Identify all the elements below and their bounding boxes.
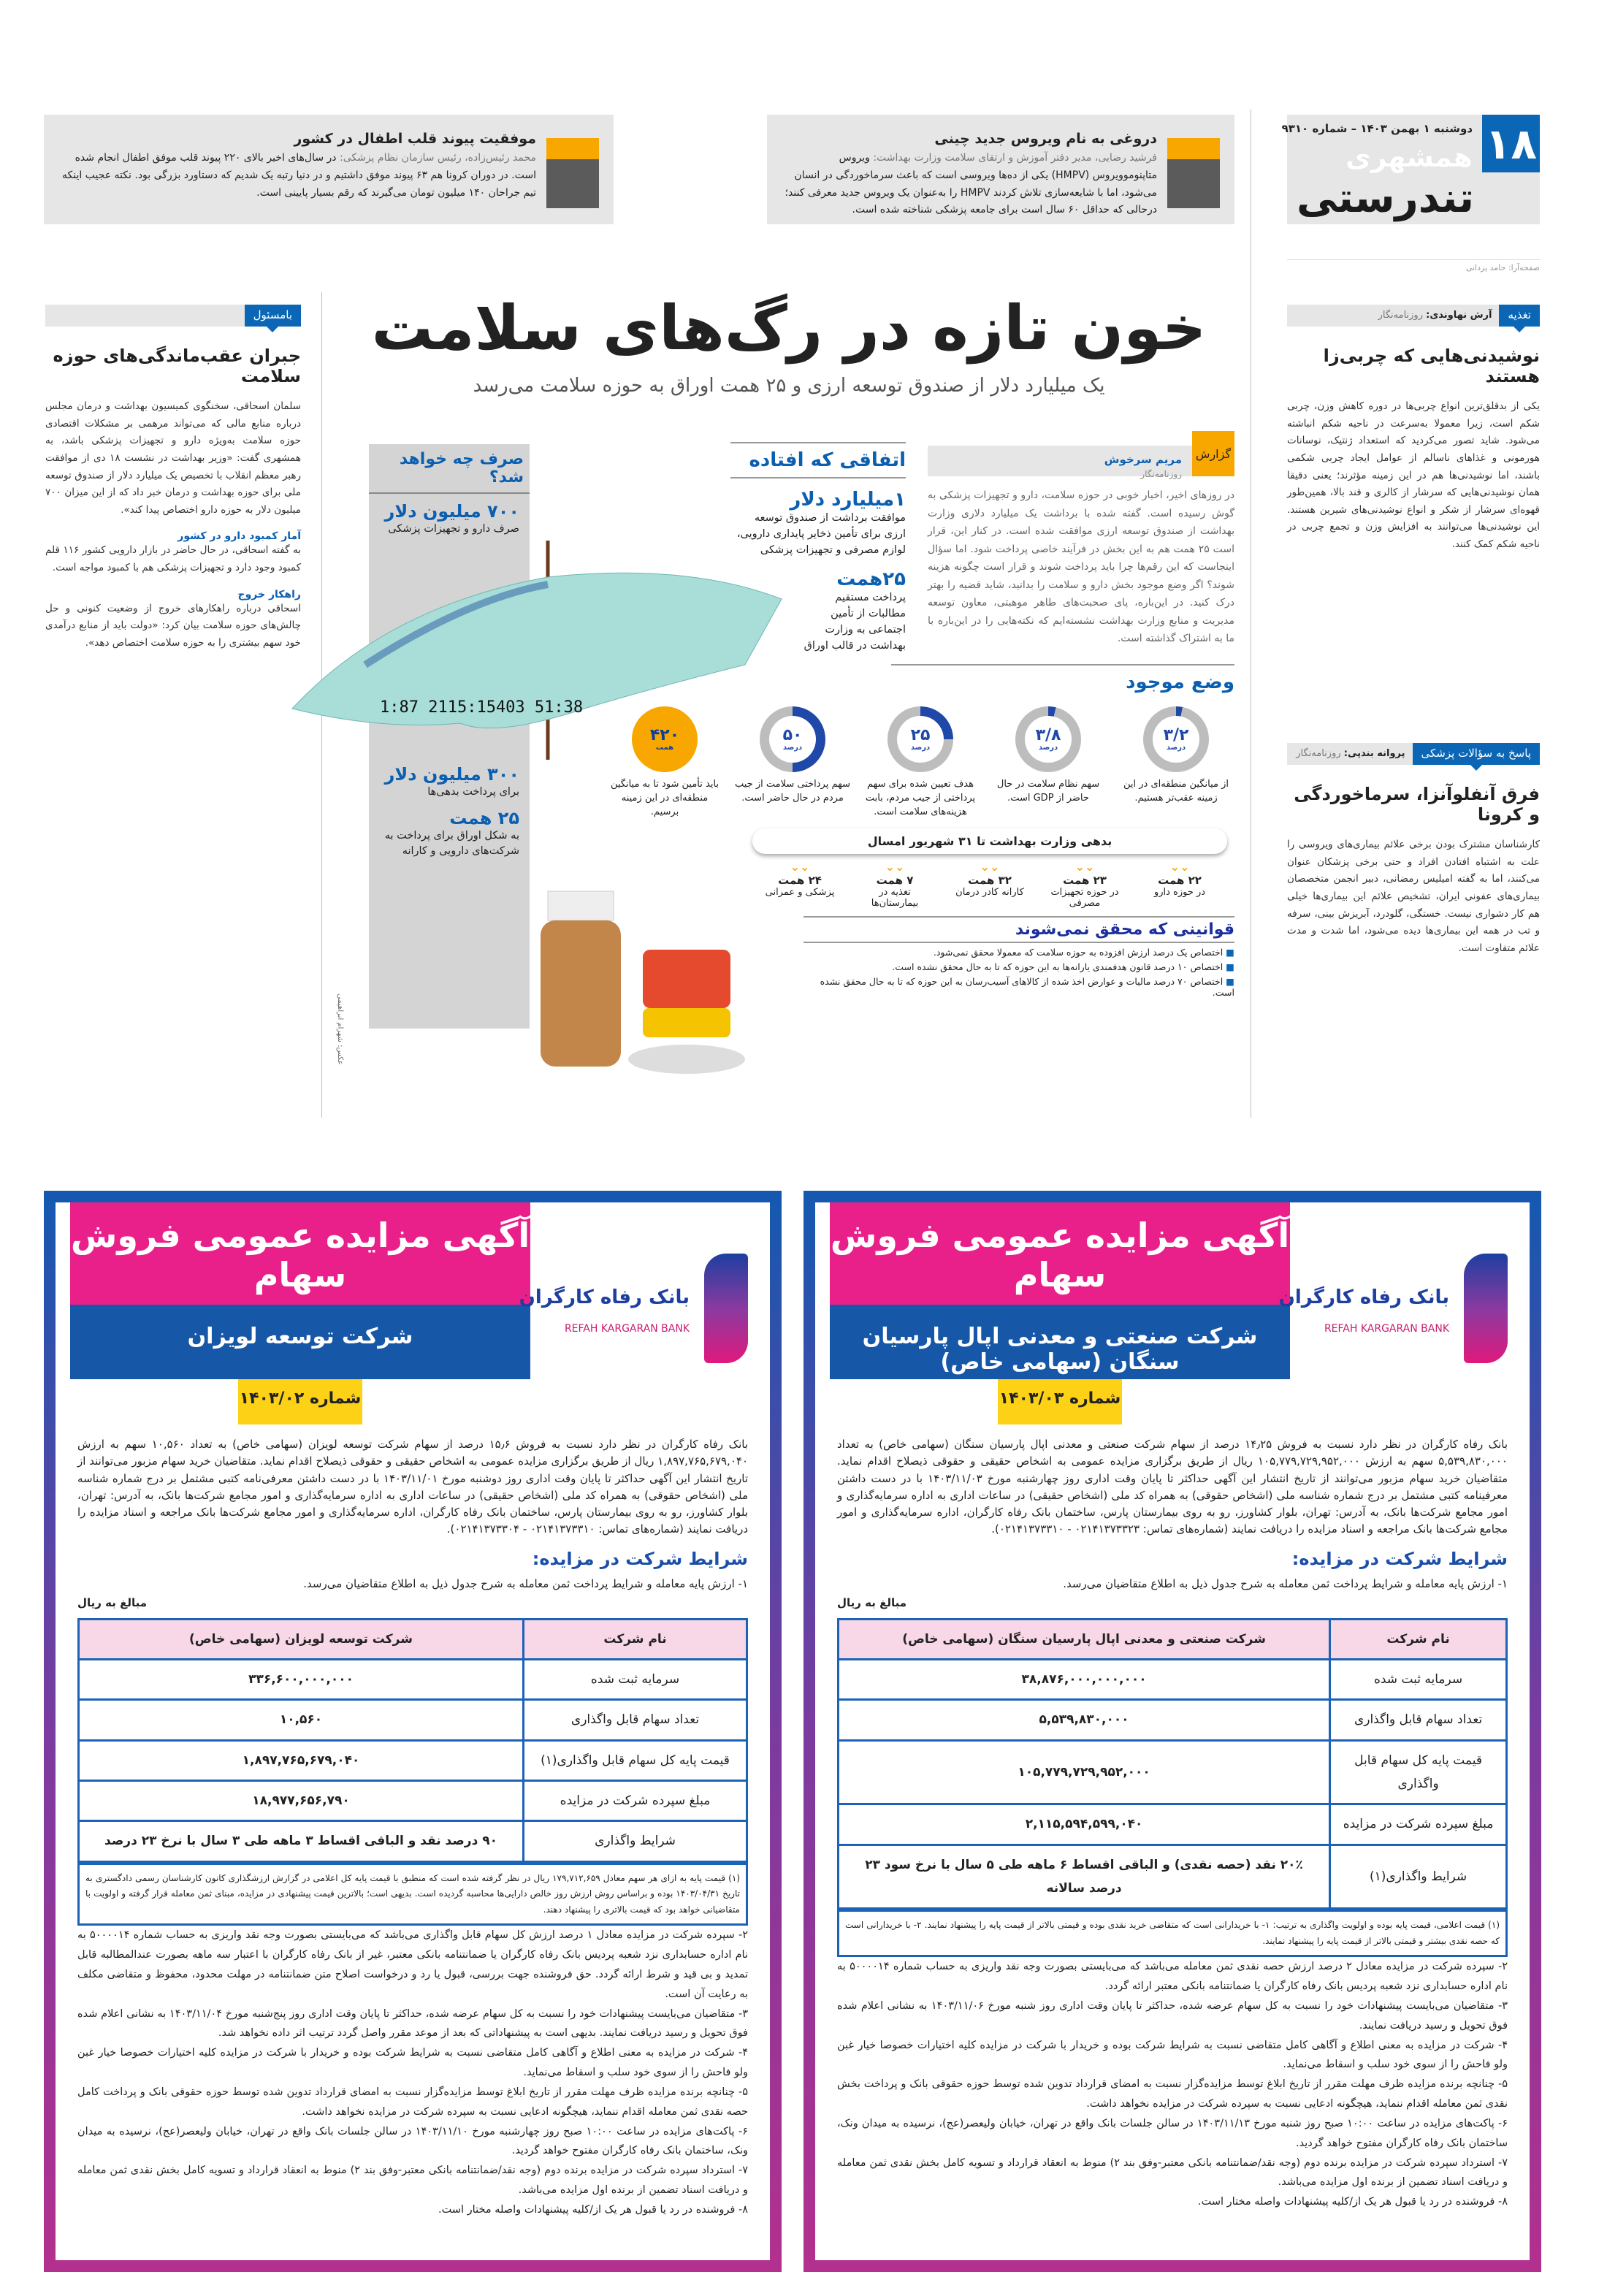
bank-logo (519, 1246, 748, 1370)
quote-text: در سال‌های اخیر بالای ۲۲۰ پیوند قلب موفق اطفال انجام شده است. در دوران کرونا هم ۶۳ پیوند موفق داشتیم و در دنیا رتبه یک شدیم که دستاورد بزرگی بود. نکته عجیب اینکه تیم جراحان ۱۴۰ میلیون تومان می‌گیرند که رقم بسیار پایینی است. (62, 152, 536, 199)
row-label: مبلغ سپرده شرکت در مزایده (1330, 1804, 1507, 1845)
article-body: اسحاقی درباره راهکارهای خروج از وضعیت کنونی و حل چالش‌های حوزه سلامت بیان کرد: «دولت باید از منابع درآمدی خود سهم بیشتری را به حوزه سلامت اختصاص دهد». (45, 602, 301, 649)
debt-label: کارانه کادر درمان (955, 886, 1024, 898)
auction-ad-lavizan (44, 1191, 782, 2272)
law-item: ■ اختصاص ۷۰ درصد مالیات و عوارض اخذ شده از کالاهای آسیب‌رسان به این حوزه که تا به حال محقق نشده است. (804, 976, 1234, 998)
table-header: نام شرکت (1330, 1619, 1507, 1659)
article-body: کارشناسان مشترک بودن برخی علائم بیماری‌های ویروسی را علت به اشتباه افتادن افراد و حتی برخی پزشکان عنوان می‌کنند، اما به گفته امیلیس رمضانی، دبیر انجمن متخصصان بیماری‌های عفونی ایران، تشخیص علائم این بیماری‌ها خیلی هم کار دشواری نیست. خستگی، گلودرد، آبریزش بینی، سرفه و تب در همه این بیماری‌ها دیده می‌شود، اما شدت و مدت علائم متفاوت است. (1287, 839, 1540, 954)
indicator-value: ۳/۲ (1163, 725, 1189, 744)
condition-item: ۲- سپرده شرکت در مزایده معادل ۱ درصد ارزش کل سهام قابل واگذاری می‌باشد که می‌بایستی بصورت وجه نقد واریزی به حساب شماره ۵۰۰۰۰۱۴ به نام اداره حسابداری نزد شعبه پردیس بانک رفاه کارگران یا ضمانتنامه بانکی معتبر، غیر از بانک رفاه کارگران با اعتبار سه ماهه بصورت عندالمطالبه قابل تمدید و بی قید و شرط ارائه گردد. حق فروشنده جهت بررسی، قبول یا رد و درخواست اصلاح متن ضمانتنامه در مهلت محدود، محفوظ و متقاضی مکلف به رعایت آن است. (77, 1929, 749, 2000)
condition-item: ۱- ارزش پایه معامله و شرایط پرداخت ثمن معامله به شرح جدول ذیل به اطلاع متقاضیان می‌رسد. (303, 1577, 748, 1591)
spend-text: به شکل اوراق برای پرداخت به شرکت‌های دارویی و کارانه (384, 829, 519, 858)
issue-date: دوشنبه ۱ بهمن ۱۴۰۳ – شماره ۹۳۱۰ (1281, 122, 1473, 135)
law-item: ■ اختصاص ۱۰ درصد قانون هدفمندی یارانه‌ها به این حوزه که تا به حال محقق نشده است. (804, 961, 1234, 972)
bank-logo-icon (704, 1254, 748, 1363)
banknote-serial: 1:87 2115:15403 51:38 (380, 698, 584, 717)
section-heading: قوانینی که محقق نمی‌شوند (804, 916, 1234, 943)
author-role: روزنامه‌نگار (1296, 748, 1341, 759)
spend-text: برای پرداخت بدهی‌ها (427, 785, 519, 798)
nutrition-article (1287, 305, 1540, 554)
indicator-unit: همت (655, 743, 674, 752)
author: پروانه بندپی: (1343, 748, 1405, 759)
indicator-value: ۵۰ (782, 725, 803, 744)
headline-block (336, 289, 1242, 398)
ministry-debt (752, 828, 1227, 909)
row-label: شرایط واگذاری(۱) (1330, 1845, 1507, 1909)
what-happened-box (730, 442, 906, 654)
table-header: شرکت صنعتی و معدنی اپال پارسیان سنگان (سهامی خاص) (839, 1619, 1330, 1659)
ad-intro: بانک رفاه کارگران در نظر دارد نسبت به فروش ۱۴٫۲۵ درصد از سهام شرکت صنعتی و معدنی اپال پارسیان سنگان (سهامی خاص) به تعداد ۵,۵۳۹,۸۳۰,۰۰۰ سهم به ارزش ۱۰۵,۷۷۹,۷۲۹,۹۵۲,۰۰۰ ریال از طریق برگزاری مزایده عمومی به اشخاص حقیقی و حقوقی ذیصلاح اقدام نماید. متقاضیان خرید سهام مزبور می‌توانند از تاریخ انتشار این آگهی حداکثر تا پایان وقت اداری روز چهارشنبه مورخ ۱۴۰۳/۱۱/۰۳ با در دست داشتن معرفینامه کتبی مشتمل بر درج شماره شناسه ملی (اشخاص حقوقی) به همراه کد ملی (اشخاص حقیقی) در ساعات اداری به اداره سرمایه‌گذاری و امور مجامع شرکت‌ها بانک، به آدرس: تهران، بلوار کشاورز، رو به روی بیمارستان پارس، ساختمان بانک رفاه کارگران، اداره سرمایه‌گذاری و امور مجامع شرکت‌ها بانک مراجعه و اسناد مزایده را دریافت نمایند (شماره‌های تماس: ۰۲۱۴۱۳۷۳۳۲۳ - ۰۲۱۴۱۳۷۳۳۱۰). (837, 1438, 1508, 1536)
debt-item (1140, 860, 1220, 909)
row-value: ۵,۵۳۹,۸۳۰,۰۰۰ (839, 1700, 1330, 1740)
report-body: در روزهای اخیر، اخبار خوبی در حوزه سلامت، دارو و تجهیزات پزشکی به گوش رسیده است. گفته شده با برداشت یک میلیارد دلاری وزارت بهداشت از صندوق توسعه ارزی موافقت شده است. در کنار این، قرار است ۲۵ همت هم به این بخش در فرآیند خاصی پرداخت شود. اما سؤال اینجاست که این رقم‌ها چرا باید پرداخت شوند و قرار است چگونه هزینه شوند؟ اگر وضع موجود بخش دارو و سلامت را بدانید، شاید قضیه را بهتر درک کنید. در این‌باره، پای صحبت‌های طاهر موهبتی، معاون توسعه مدیریت و منابع وزارت بهداشت نشسته‌ایم که نکته‌هایی را در این‌باره با ما به اشتراک گذاشته است. (928, 489, 1234, 644)
section-heading: صرف چه خواهد شد؟ (369, 444, 530, 494)
debt-title: بدهی وزارت بهداشت تا ۳۱ شهریور امسال (752, 828, 1227, 854)
table-row (79, 1821, 747, 1861)
condition-item: ۳- متقاضیان می‌بایست پیشنهادات خود را نسبت به کل سهام عرضه شده، حداکثر تا پایان وقت اداری روز شنبه مورخ ۱۴۰۳/۱۱/۰۶ به نشانی اعلام شده فوق تحویل و رسید دریافت نمایند. (837, 2000, 1508, 2032)
indicator-unit: درصد (1166, 743, 1186, 752)
table-row (839, 1845, 1507, 1909)
progress-ring (760, 706, 825, 772)
article-body: یکی از بدقلق‌ترین انواع چربی‌ها در دوره کاهش وزن، چربی شکم است، زیرا معمولا به‌سرعت در ناحیه شکم انباشته می‌شود. شاید تصور می‌کردید که استعداد ژنتیک، نوسانات هورمونی و غذاهای ناسالم از عوامل ایجاد چربی شکمی باشند، اما نوشیدنی‌ها هم در این زمینه مؤثرند؛ یعنی دقیقا همان نوشیدنی‌هایی که سرشار از کالری و قند بالا، همین‌طور قهوه‌ای سرشار از شکر و انواع نوشیدنی‌های شیرین هستند. این نوشیدنی‌ها می‌توانند به افزایش وزن و تجمع چربی در ناحیه شکم کمک کنند. (1287, 400, 1540, 550)
bank-name-fa: بانک رفاه کارگران (1278, 1286, 1449, 1308)
section-heading: وضع موجود (891, 664, 1234, 699)
bank-name-en: REFAH KARGARAN BANK (1324, 1323, 1449, 1335)
debt-item (855, 860, 935, 909)
fact-text: موافقت برداشت از صندوق توسعه ارزی برای تأمین ذخایر پایداری دارویی، لوازم مصرفی و تجهیزات پزشکی (736, 512, 906, 556)
spend-value: ۷۰۰ میلیون دلار (384, 501, 519, 522)
condition-item: ۸- فروشنده در رد یا قبول هر یک از/کلیه پیشنهادات واصله مختار است. (438, 2203, 748, 2216)
quote-title: دروغی به نام ویروس جدید چینی (934, 131, 1157, 147)
row-value: ۳۳۶,۶۰۰,۰۰۰,۰۰۰ (79, 1660, 524, 1700)
currency-unit: مبالغ به ریال (77, 1596, 148, 1610)
masthead (1281, 115, 1540, 224)
debt-value: ۷ همت (876, 873, 914, 887)
page-number: ۱۸ (1482, 115, 1540, 172)
bank-logo-icon (1464, 1254, 1508, 1363)
section-title: تندرستی (1296, 175, 1474, 222)
chevron-down-icon: ⌄⌄ (980, 859, 1000, 874)
table-row (79, 1740, 747, 1780)
author-role: روزنامه‌نگار (1140, 469, 1182, 479)
table-header: شرکت توسعه لویزان (سهامی خاص) (79, 1619, 524, 1659)
table-header: نام شرکت (524, 1619, 747, 1659)
condition-item: ۷- استرداد سپرده شرکت در مزایده برنده دوم (وجه نقد/ضمانتنامه بانکی معتبر-وفق بند ۲) منوط به انعقاد قرارداد و تسویه کامل بخش نقدی ثمن معامله و دریافت اسناد تضمین از برنده اول مزایده می‌باشد. (837, 2156, 1508, 2189)
report-intro (928, 431, 1234, 648)
condition-item: ۷- استرداد سپرده شرکت در مزایده برنده دوم (وجه نقد/ضمانتنامه بانکی معتبر-وفق بند ۲) منوط به انعقاد قرارداد و تسویه کامل بخش نقدی ثمن معامله و دریافت اسناد تضمین از برنده اول مزایده می‌باشد. (77, 2165, 749, 2196)
debt-item (950, 860, 1030, 909)
row-value: ۲,۱۱۵,۵۹۴,۵۹۹,۰۴۰ (839, 1804, 1330, 1845)
author-role: روزنامه‌نگار (1378, 310, 1423, 321)
status-indicator (990, 706, 1107, 820)
avatar (1167, 138, 1220, 208)
article-tag: پاسخ به سؤالات پزشکی (1413, 743, 1540, 765)
progress-ring (632, 706, 698, 772)
condition-item: ۵- چنانچه برنده مزایده ظرف مهلت مقرر از تاریخ ابلاغ توسط مزایده‌گزار نسبت به امضای قرارداد تدوین شده توسط حوزه حقوقی بانک و پرداخت بخش نقدی ثمن معامله اقدام ننماید، هیچگونه ادعایی نسبت به سپرده شرکت در مزایده نخواهد داشت. (837, 2078, 1508, 2110)
article-title: جبران عقب‌ماندگی‌های حوزه سلامت (53, 346, 301, 386)
conditions-title: شرایط شرکت در مزایده: (532, 1548, 748, 1569)
article-body: به گفته اسحاقی، در حال حاضر در بازار دارویی کشور ۱۱۶ قلم کمبود وجود دارد و تجهیزات پزشکی هم با کمبود مواجه است. (45, 544, 302, 573)
quote-box (44, 115, 614, 224)
condition-item: ۱- ارزش پایه معامله و شرایط پرداخت ثمن معامله به شرح جدول ذیل به اطلاع متقاضیان می‌رسد. (1063, 1577, 1508, 1591)
section-heading: اتفاقی که افتاده (730, 442, 906, 478)
indicator-unit: درصد (1038, 743, 1058, 752)
condition-item: ۲- سپرده شرکت در مزایده معادل ۲ درصد ارزش حصه نقدی ثمن معامله می‌باشد که می‌بایستی بصورت وجه نقد واریزی به حساب شماره ۵۰۰۰۰۱۴ به نام اداره حسابداری نزد شعبه پردیس بانک رفاه کارگران یا ضمانتنامه بانکی معتبر ارائه گردد. (837, 1961, 1508, 1993)
spend-text: صرف دارو و تجهیزات پزشکی (388, 523, 519, 535)
chevron-down-icon: ⌄⌄ (1074, 859, 1095, 874)
row-value: ۱۰,۵۶۰ (79, 1700, 524, 1740)
row-label: سرمایه ثبت شده (524, 1660, 747, 1700)
author: مریم سرخوش (1104, 453, 1182, 466)
main-headline: خون تازه در رگ‌های سلامت (371, 292, 1207, 364)
row-label: تعداد سهام قابل واگذاری (1330, 1700, 1507, 1740)
indicator-caption: از میانگین منطقه‌ای در این زمینه عقب‌تر هستیم. (1123, 779, 1229, 804)
debt-item (1045, 860, 1125, 909)
avatar (546, 138, 599, 208)
debt-value: ۲۳ همت (1063, 873, 1107, 887)
bank-name-fa: بانک رفاه کارگران (519, 1286, 690, 1308)
ad-company: شرکت صنعتی و معدنی اپال پارسیان سنگان (سهامی خاص) (830, 1305, 1290, 1379)
status-section (891, 664, 1234, 699)
ad-company: شرکت توسعه لویزان (70, 1305, 530, 1379)
row-label: مبلغ سپرده شرکت در مزایده (524, 1781, 747, 1821)
condition-item: ۸- فروشنده در رد یا قبول هر یک از/کلیه پیشنهادات واصله مختار است. (1198, 2196, 1508, 2208)
row-label: سرمایه ثبت شده (1330, 1660, 1507, 1700)
row-value: ۱۸,۹۷۷,۶۵۶,۷۹۰ (79, 1781, 524, 1821)
ad-number: شماره ۱۴۰۳/۰۲ (238, 1379, 362, 1424)
auction-table (837, 1618, 1508, 1910)
ad-title: آگهی مزایده عمومی فروش سهام (70, 1202, 530, 1305)
bank-logo (1278, 1246, 1508, 1370)
condition-item: ۵- چنانچه برنده مزایده ظرف مهلت مقرر از تاریخ ابلاغ توسط مزایده‌گزار نسبت به امضای قرارداد تدوین شده توسط حوزه حقوقی بانک و پرداخت کامل حصه نقدی ثمن معامله اقدام ننماید، هیچگونه ادعایی نسبت به سپرده شرکت در مزایده نخواهد داشت. (77, 2086, 748, 2118)
debt-label: تغذیه در بیمارستان‌ها (871, 886, 919, 909)
debt-item (760, 860, 840, 909)
article-tag: بامسئول (245, 305, 301, 327)
debt-value: ۳۲ همت (968, 873, 1012, 887)
conditions-title: شرایط شرکت در مزایده: (1291, 1548, 1508, 1569)
table-row (839, 1700, 1507, 1740)
article-title: نوشیدنی‌هایی که چربی‌زا هستند (1323, 346, 1540, 386)
sub-headline: یک میلیارد دلار از صندوق توسعه ارزی و ۲۵ همت اوراق به حوزه سلامت می‌رسد (473, 375, 1105, 397)
status-indicator (734, 706, 851, 820)
medical-qa-article (1287, 743, 1540, 957)
status-indicator (1118, 706, 1234, 820)
row-value: ۱۰۵,۷۷۹,۷۲۹,۹۵۲,۰۰۰ (839, 1740, 1330, 1804)
status-indicators (606, 706, 1234, 820)
responsible-article (45, 305, 301, 652)
debt-label: در حوزه دارو (1153, 886, 1206, 898)
unfulfilled-laws (804, 916, 1234, 998)
debt-value: ۲۴ همت (778, 873, 822, 887)
debt-label: در حوزه تجهیزات مصرفی (1050, 886, 1119, 909)
bank-name-en: REFAH KARGARAN BANK (564, 1323, 690, 1335)
row-label: تعداد سهام قابل واگذاری (524, 1700, 747, 1740)
quote-title: موفقیت پیوند قلب اطفال در کشور (294, 131, 536, 147)
indicator-value: ۴۲۰ (649, 725, 680, 744)
condition-item: ۶- پاکت‌های مزایده در ساعت ۱۰:۰۰ صبح روز شنبه مورخ ۱۴۰۳/۱۱/۱۳ در سالن جلسات بانک واقع در تهران، خیابان ولیعصر(عج)، نرسیده به میدان ونک، ساختمان بانک رفاه کارگران مفتوح خواهد گردید. (837, 2117, 1508, 2149)
quote-text: ویروس متاپنوموویروس (HMPV) یکی از ده‌ها ویروسی است که باعث سرماخوردگی در انسان می‌شود، اما با شایعه‌سازی تلاش کردند HMPV را به‌عنوان یک ویروس جدید معرفی کنند؛ درحالی که حداقل ۶۰ سال است برای جامعه پزشکی شناخته شده است. (785, 152, 1157, 216)
indicator-caption: سهم پرداختی سلامت از جیب مردم در حال حاضر است. (734, 779, 851, 804)
chevron-down-icon: ⌄⌄ (790, 859, 810, 874)
row-value: ۱,۸۹۷,۷۶۵,۶۷۹,۰۴۰ (79, 1740, 524, 1780)
indicator-unit: درصد (782, 743, 803, 752)
quote-box (767, 115, 1234, 224)
table-footnote: (۱) قیمت اعلامی، قیمت پایه بوده و اولویت واگذاری به ترتیب: ۱- با خریدارانی است که متقاضی خرید نقدی بوده و قیمتی بالاتر از قیمت پایه را پیشنهاد نمایند. ۲- با خریدارانی است که حصه نقدی بیشتر و قیمتی بالاتر از قیمت پایه را پیشنهاد نمایند. (837, 1910, 1508, 1957)
law-item: ■ اختصاص یک درصد ارزش افزوده به حوزه سلامت که معمولا محقق نمی‌شود. (804, 947, 1234, 958)
condition-item: ۶- پاکت‌های مزایده در ساعت ۱۰:۰۰ صبح روز چهارشنبه مورخ ۱۴۰۳/۱۱/۱۰ در سالن جلسات بانک واقع در تهران، خیابان ولیعصر(عج)، نرسیده به میدان ونک، ساختمان بانک رفاه کارگران مفتوح خواهد گردید. (77, 2125, 749, 2157)
progress-ring (1143, 706, 1209, 772)
progress-ring (888, 706, 953, 772)
auction-table (77, 1618, 748, 1863)
spend-value: ۲۵ همت (449, 807, 519, 828)
subheading: راهکار خروج (237, 588, 301, 600)
author: آرش نهاوندی: (1426, 310, 1492, 321)
table-row (79, 1700, 747, 1740)
currency-unit: مبالغ به ریال (837, 1596, 907, 1610)
article-body: سلمان اسحاقی، سخنگوی کمیسیون بهداشت و درمان مجلس درباره منابع مالی که می‌تواند مرهمی بر مشکلات اقتصادی حوزه سلامت به‌ویژه دارو و تجهیزات پزشکی باشد، به همشهری گفت: «وزیر بهداشت در نشست ۱۸ دی از موافقت رهبر معظم انقلاب با تخصیص یک میلیارد دلار از صندوق توسعه ملی برای حوزه بهداشت و درمان خبر داد که از این میزان ۷۰۰ میلیون دلار به حوزه دارو اختصاص پیدا کند». (45, 400, 301, 516)
table-row (79, 1781, 747, 1821)
indicator-unit: درصد (910, 743, 931, 752)
indicator-caption: باید تأمین شود تا به میانگین منطقه‌ای در این زمینه برسیم. (610, 779, 719, 817)
article-tag: تغذیه (1499, 305, 1540, 327)
table-row (839, 1740, 1507, 1804)
row-value: ۹۰ درصد نقد و الباقی اقساط ۳ ماهه طی ۳ سال با نرخ ۲۳ درصد (79, 1821, 524, 1861)
row-label: شرایط واگذاری (524, 1821, 747, 1861)
progress-ring (1015, 706, 1081, 772)
row-label: قیمت پایه کل سهام قابل واگذاری(۱) (524, 1740, 747, 1780)
indicator-value: ۳/۸ (1035, 725, 1061, 744)
fact-value: ۱میلیارد دلار (790, 489, 906, 511)
fact-value: ۲۵همت (836, 568, 906, 591)
condition-item: ۳- متقاضیان می‌بایست پیشنهادات خود را نسبت به کل سهام عرضه شده، حداکثر تا پایان وقت اداری روز پنج‌شنبه مورخ ۱۴۰۳/۱۱/۰۴ به نشانی اعلام شده فوق تحویل و رسید دریافت نمایند. بدیهی است به پیشنهاداتی که بعد از موعد مقرر واصل گردد ترتیب اثر داده نخواهد شد. (77, 2007, 748, 2040)
row-value: ۳۸,۸۷۶,۰۰۰,۰۰۰,۰۰۰ (839, 1660, 1330, 1700)
report-tag: گزارش (1192, 431, 1234, 476)
table-footnote: (۱) قیمت پایه به ازای هر سهم معادل ۱۷۹,۷۱۲,۶۵۹ ریال در نظر گرفته شده است که منطبق با قیمت پایه کل اعلامی در گزارش ارزشگذاری کانون کارشناسان رسمی دادگستری به تاریخ ۱۴۰۳/۰۴/۳۱ بوده و براساس روش ارزش روز خالص دارایی‌ها محاسبه گردیده است. بدیهی است؛ بالاترین قیمت پیشنهادی در مزایده، مبنای ثمن معامله قرار گرفته و اولویت با متقاضیانی خواهد بود که قیمت بالاتری را پیشنهاد دهند. (77, 1863, 748, 1926)
paper-logo: همشهری (1345, 141, 1473, 173)
chevron-down-icon: ⌄⌄ (885, 859, 905, 874)
condition-item: ۴- شرکت در مزایده به معنی اطلاع و آگاهی کامل متقاضی نسبت به شرایط شرکت بوده و خریدار با شرکت در مزایده کلیه اختیارات خصوصا خیار غبن ولو فاحش را از سوی خود سلب و اسقاط می‌نماید. (837, 2039, 1508, 2071)
indicator-caption: سهم نظام سلامت در حال حاضر از GDP است. (996, 779, 1100, 804)
center-infographic (606, 431, 1234, 998)
subheading: آمار کمبود دارو در کشور (178, 530, 301, 543)
ad-intro: بانک رفاه کارگران در نظر دارد نسبت به فروش ۱۵٫۶ درصد از سهام شرکت توسعه لویزان (سهامی خاص) به تعداد ۱۰,۵۶۰ سهم به ارزش ۱,۸۹۷,۷۶۵,۶۷۹,۰۴۰ ریال از طریق برگزاری مزایده عمومی به اشخاص حقیقی و حقوقی ذیصلاح اقدام نماید. متقاضیان خرید سهام مزبور می‌توانند از تاریخ انتشار این آگهی حداکثر تا پایان وقت اداری روز دوشنبه مورخ ۱۴۰۳/۱۱/۰۱ با در دست داشتن معرفی‌نامه کتبی مشتمل بر درج شماره شناسه ملی (اشخاص حقوقی) به همراه کد ملی (اشخاص حقیقی) در ساعات اداری به اداره سرمایه‌گذاری و امور مجامع شرکت‌ها بانک، به آدرس: تهران، بلوار کشاورز، رو به روی بیمارستان پارس، ساختمان بانک رفاه کارگران، اداره سرمایه‌گذاری و امور مجامع شرکت‌ها بانک مراجعه و اسناد مزایده را دریافت نمایند (شماره‌های تماس: ۰۲۱۴۱۳۷۳۳۱۰ - ۰۲۱۴۱۳۷۳۳۰۴). (77, 1438, 749, 1536)
ad-number: شماره ۱۴۰۳/۰۳ (998, 1379, 1122, 1424)
spend-value: ۳۰۰ میلیون دلار (384, 763, 519, 785)
table-row (79, 1660, 747, 1700)
photo-credit: عکس: شهرام ابراهیمی (336, 993, 344, 1065)
ad-title: آگهی مزایده عمومی فروش سهام (830, 1202, 1290, 1305)
indicator-caption: هدف تعیین شده برای سهم پرداختی از جیب مردم، بابت هزینه‌های سلامت است. (865, 779, 976, 817)
chevron-down-icon: ⌄⌄ (1169, 859, 1190, 874)
debt-label: پزشکی و عمرانی (765, 886, 835, 898)
quote-source: محمد رئیس‌زاده، رئیس سازمان نظام پزشکی: (339, 152, 536, 164)
row-label: قیمت پایه کل سهام قابل واگذاری (1330, 1740, 1507, 1804)
status-indicator (862, 706, 979, 820)
table-row (839, 1804, 1507, 1845)
quote-source: فرشید رضایی، مدیر دفتر آموزش و ارتقای سلامت وزارت بهداشت: (873, 152, 1157, 164)
fact-text: پرداخت مستقیم مطالبات از تأمین اجتماعی به وزارت بهداشت در قالب اوراق (804, 592, 906, 652)
condition-item: ۴- شرکت در مزایده به معنی اطلاع و آگاهی کامل متقاضی نسبت به شرایط شرکت بوده و خریدار با شرکت در مزایده کلیه اختیارات خصوصا خیار غبن ولو فاحش را از سوی خود سلب و اسقاط می‌نماید. (77, 2047, 748, 2079)
auction-ad-opal-parsian (804, 1191, 1541, 2272)
row-value: ۲۰٪ نقد (حصه نقدی) و الباقی اقساط ۶ ماهه طی ۵ سال با نرخ سود ۲۳ درصد سالانه (839, 1845, 1330, 1909)
debt-value: ۲۲ همت (1158, 873, 1202, 887)
editor-credit: صفحه‌آرا: حامد یزدانی (1287, 259, 1540, 272)
indicator-value: ۲۵ (910, 725, 931, 744)
status-indicator (606, 706, 723, 820)
table-row (839, 1660, 1507, 1700)
article-title: فرق آنفلوآنزا، سرماخوردگی و کرونا (1294, 784, 1540, 825)
